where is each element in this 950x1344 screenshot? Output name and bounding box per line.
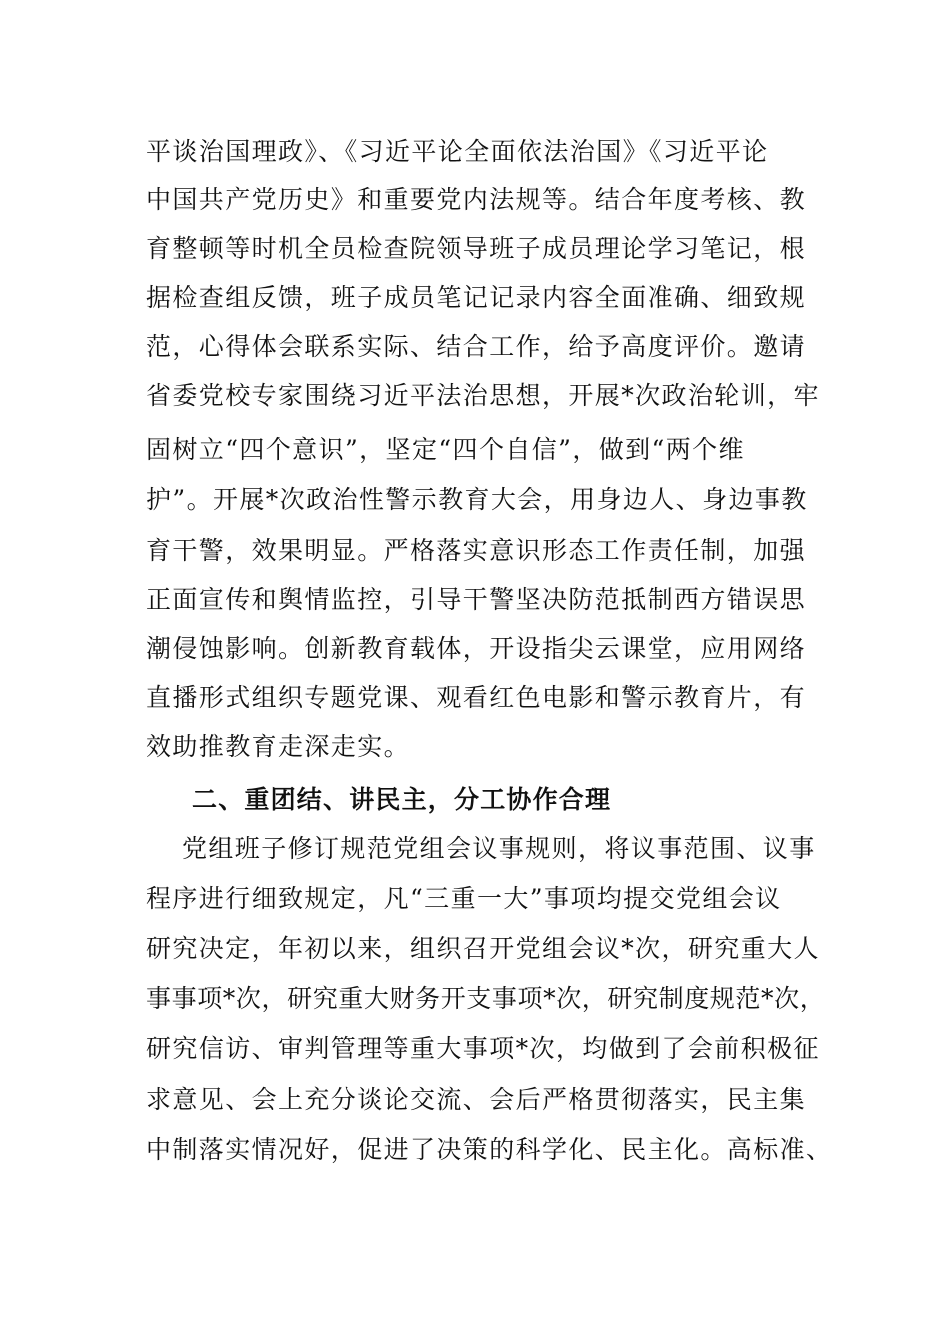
text-line: 范，心得体会联系实际、结合工作，给予高度评价。邀请: [146, 332, 807, 361]
text-line: 省委党校专家围绕习近平法治思想，开展*次政治轮训，牢: [146, 381, 820, 410]
text-line: 直播形式组织专题党课、观看红色电影和警示教育片，有: [146, 683, 807, 712]
text-line: 固树立“四个意识”，坚定“四个自信”，做到“两个维: [146, 435, 745, 464]
text-line: 潮侵蚀影响。创新教育载体，开设指尖云课堂，应用网络: [146, 634, 807, 663]
text-line: 程序进行细致规定，凡“三重一大”事项均提交党组会议: [146, 884, 782, 913]
section-heading: 二、重团结、讲民主，分工协作合理: [192, 785, 612, 814]
text-line: 求意见、会上充分谈论交流、会后严格贯彻落实，民主集: [146, 1085, 807, 1114]
text-line: 效助推教育走深走实。: [146, 732, 411, 761]
text-line: 育干警，效果明显。严格落实意识形态工作责任制，加强: [146, 536, 807, 565]
text-line: 护”。开展*次政治性警示教育大会，用身边人、身边事教: [146, 485, 808, 514]
text-line: 据检查组反馈，班子成员笔记记录内容全面准确、细致规: [146, 283, 807, 312]
text-line: 事事项*次，研究重大财务开支事项*次，研究制度规范*次，: [146, 984, 826, 1013]
text-line: 研究信访、审判管理等重大事项*次，均做到了会前积极征: [146, 1034, 820, 1063]
text-line: 育整顿等时机全员检查院领导班子成员理论学习笔记，根: [146, 234, 807, 263]
text-line: 党组班子修订规范党组会议事规则，将议事范围、议事: [182, 834, 816, 863]
text-line: 中制落实情况好，促进了决策的科学化、民主化。高标准、: [146, 1135, 833, 1164]
text-line: 平谈治国理政》、《习近平论全面依法治国》《习近平论: [146, 137, 769, 166]
text-line: 中国共产党历史》和重要党内法规等。结合年度考核、教: [146, 185, 807, 214]
text-line: 正面宣传和舆情监控，引导干警坚决防范抵制西方错误思: [146, 585, 807, 614]
text-line: 研究决定，年初以来，组织召开党组会议*次，研究重大人: [146, 934, 820, 963]
